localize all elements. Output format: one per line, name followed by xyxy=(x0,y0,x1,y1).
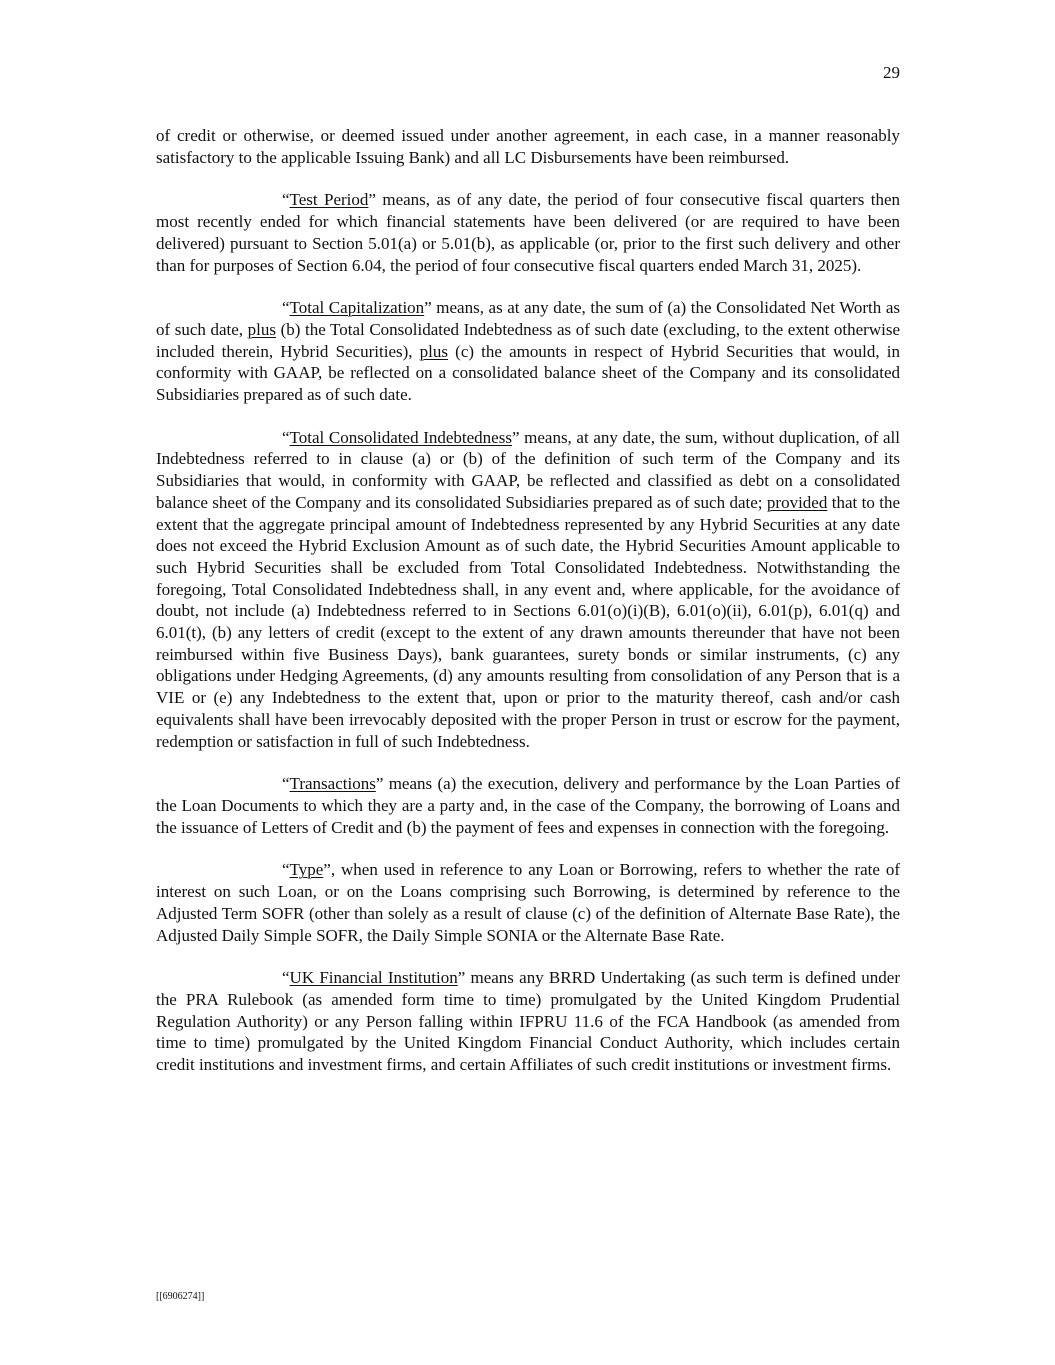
close-quote: ” xyxy=(457,968,466,988)
definition-text: means, as at any date, the sum of (a) the Consolidated Net Worth as of such date, xyxy=(156,298,900,339)
definition-text: means, at any date, the sum, without duplication, of all Indebtedness referred to in clause (a) or (b) of the definition of such term of the Company and its Subsidiaries that would, in conformity with GAAP, be reflected and classified as debt on a consolidated balance sheet of the Company and its consolidated Subsidiaries prepared as of such date; xyxy=(156,427,900,512)
underlined-word: provided xyxy=(766,492,828,512)
definition-uk-financial-institution xyxy=(156,967,900,1076)
defined-term: Transactions xyxy=(289,774,376,794)
close-quote: ” xyxy=(368,190,376,210)
open-quote: “ xyxy=(282,860,290,880)
close-quote: ” xyxy=(323,860,331,880)
close-quote: ” xyxy=(375,774,384,794)
defined-term: Total Capitalization xyxy=(289,298,425,318)
definition-text: means (a) the execution, delivery and performance by the Loan Parties of the Loan Documents to which they are a party and, in the case of the Company, the borrowing of Loans and the issuance of Letters of Credit and (b) the payment of fees and expenses in connection with the foregoing. xyxy=(156,774,900,837)
open-quote: “ xyxy=(282,427,290,447)
defined-term: UK Financial Institution xyxy=(289,968,458,988)
underlined-word: plus xyxy=(419,341,449,361)
close-quote: ” xyxy=(424,298,432,318)
definition-text: (b) the Total Consolidated Indebtedness as of such date (excluding, to the extent otherwise included therein, Hybrid Securities), xyxy=(156,319,901,361)
continuation-paragraph: of credit or otherwise, or deemed issued under another agreement, in each case, in a manner reasonably satisfactory to the applicable Issuing Bank) and all LC Disbursements have been reimbursed. xyxy=(156,126,900,167)
definition-type xyxy=(156,859,900,946)
definition-total-capitalization xyxy=(156,297,900,406)
open-quote: “ xyxy=(282,774,290,794)
definition-transactions xyxy=(156,773,900,838)
open-quote: “ xyxy=(282,298,290,318)
definition-total-consolidated-indebtedness xyxy=(156,427,900,753)
close-quote: ” xyxy=(511,427,520,447)
definition-text: , when used in reference to any Loan or Borrowing, refers to whether the rate of interest on such Loan, or on the Loans comprising such Borrowing, is determined by reference to the Adjusted Term SOFR (other than solely as a result of clause (c) of the definition of Alternate Base Rate), the Adjusted Daily Simple SOFR, the Daily Simple SONIA or the Alternate Base Rate. xyxy=(156,860,900,945)
definition-text: means, as of any date, the period of four consecutive fiscal quarters then most recently ended for which financial statements have been delivered (or are required to have been delivered) pursuant to Section 5.01(a) or 5.01(b), as applicable (or, prior to the first such delivery and other than for purposes of Section 6.04, the period of four consecutive fiscal quarters ended March 31, 2025). xyxy=(156,190,901,275)
document-body xyxy=(156,125,900,1097)
defined-term: Total Consolidated Indebtedness xyxy=(289,427,512,447)
defined-term: Type xyxy=(289,860,324,880)
underlined-word: plus xyxy=(247,319,276,339)
definition-text: means any BRRD Undertaking (as such term is defined under the PRA Rulebook (as amended form time to time) promulgated by the United Kingdom Prudential Regulation Authority) or any Person falling within IFPRU 11.6 of the FCA Handbook (as amended from time to time) promulgated by the United Kingdom Financial Conduct Authority, which includes certain credit institutions and investment firms, and certain Affiliates of such credit institutions or investment firms. xyxy=(156,968,900,1075)
definition-text: (c) the amounts in respect of Hybrid Securities that would, in conformity with GAAP, be reflected on a consolidated balance sheet of the Company and its consolidated Subsidiaries prepared as of such date. xyxy=(156,341,900,405)
document-id-footer: [[6906274]] xyxy=(156,1291,205,1302)
open-quote: “ xyxy=(282,190,290,210)
definition-test-period xyxy=(156,189,900,276)
defined-term: Test Period xyxy=(289,190,369,210)
page-number: 29 xyxy=(883,63,900,82)
open-quote: “ xyxy=(282,968,290,988)
definition-text: that to the extent that the aggregate principal amount of Indebtedness represented by any Hybrid Securities at any date does not exceed the Hybrid Exclusion Amount as of such date, the Hybrid Securities Amount applicable to such Hybrid Securities shall be excluded from Total Consolidated Indebtedness. Notwithstanding the foregoing, Total Consolidated Indebtedness shall, in any event and, where applicable, for the avoidance of doubt, not include (a) Indebtedness referred to in Sections 6.01(o)(i)(B), 6.01(o)(ii), 6.01(p), 6.01(q) and 6.01(t), (b) any letters of credit (except to the extent of any drawn amounts thereunder that have not been reimbursed within five Business Days), bank guarantees, surety bonds or similar instruments, (c) any obligations under Hedging Agreements, (d) any amounts resulting from consolidation of any Person that is a VIE or (e) any Indebtedness to the extent that, upon or prior to the maturity thereof, cash and/or cash equivalents shall have been irrevocably deposited with the proper Person in trust or escrow for the payment, redemption or satisfaction in full of such Indebtedness. xyxy=(156,492,900,751)
